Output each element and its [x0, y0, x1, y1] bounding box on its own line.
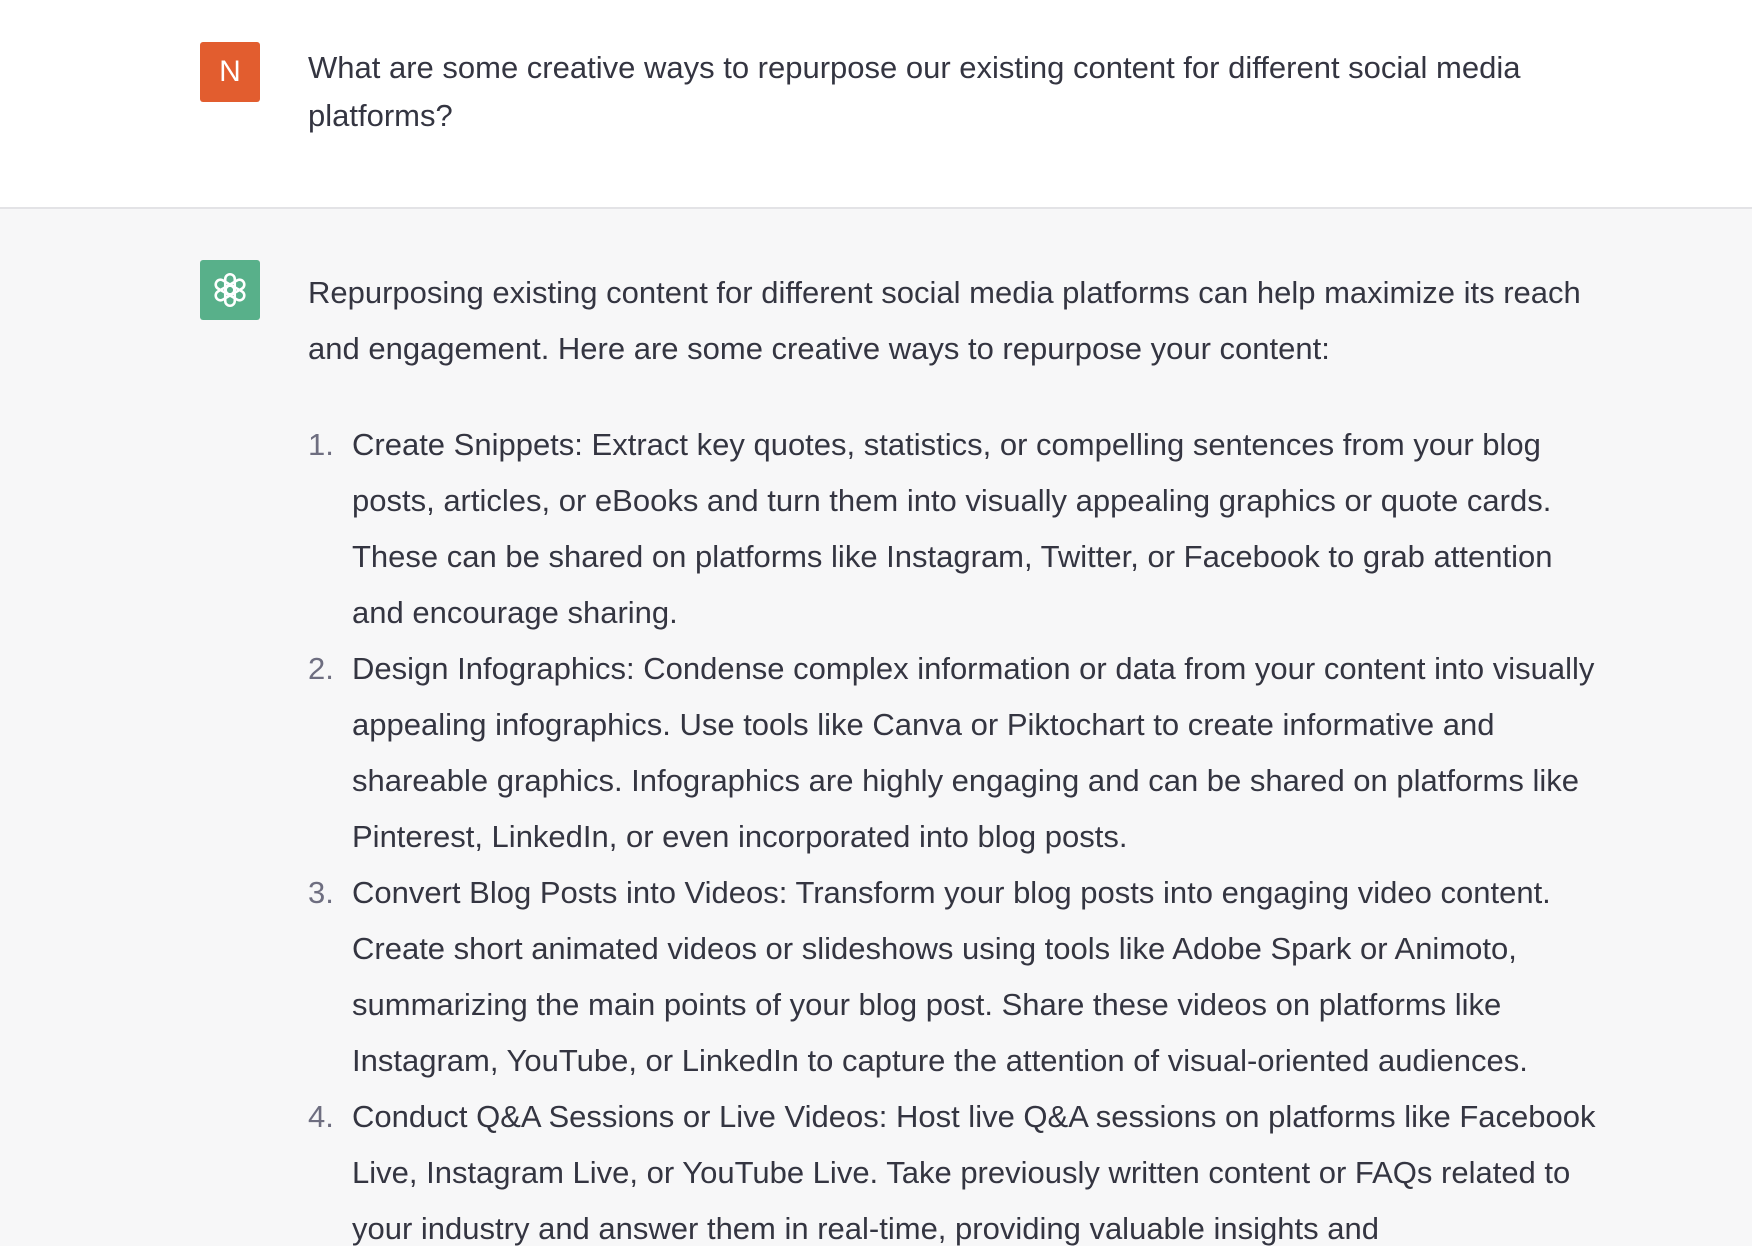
user-avatar-letter: N [219, 55, 241, 88]
assistant-message-body [308, 265, 1608, 1246]
assistant-message [0, 209, 1752, 1246]
user-message [0, 0, 1752, 209]
list-item-text: Conduct Q&A Sessions or Live Videos: Host live Q&A sessions on platforms like Facebook Live, Instagram Live, or YouTube Live. Take previously written content or FAQs related to your industry and answer them in real-time, providing valuable insights and [352, 1099, 1596, 1246]
list-item-text: Convert Blog Posts into Videos: Transform your blog posts into engaging video content. Create short animated videos or slideshows using tools like Adobe Spark or Animoto, summarizing the main points of your blog post. Share these videos on platforms like Instagram, YouTube, or LinkedIn to capture the attention of visual-oriented audiences. [352, 875, 1551, 1078]
list-item [308, 417, 1608, 641]
list-item-text: Create Snippets: Extract key quotes, statistics, or compelling sentences from your blog posts, articles, or eBooks and turn them into visually appealing graphics or quote cards. These can be shared on platforms like Instagram, Twitter, or Facebook to grab attention and encourage sharing. [352, 427, 1553, 630]
suggestions-list [308, 417, 1608, 1246]
list-item-text: Design Infographics: Condense complex information or data from your content into visually appealing infographics. Use tools like Canva or Piktochart to create informative and shareable graphics. Infographics are highly engaging and can be shared on platforms like Pinterest, LinkedIn, or even incorporated into blog posts. [352, 651, 1595, 854]
openai-logo-icon [200, 260, 260, 320]
user-message-text: What are some creative ways to repurpose our existing content for different social media platforms? [308, 50, 1521, 133]
user-avatar [200, 42, 260, 102]
assistant-intro-text: Repurposing existing content for different social media platforms can help maximize its reach and engagement. Here are some creative ways to repurpose your content: [308, 275, 1581, 366]
list-item-number: 1. [308, 427, 334, 462]
list-item-number: 3. [308, 875, 334, 910]
list-item-number: 4. [308, 1099, 334, 1134]
list-item-number: 2. [308, 651, 334, 686]
list-item [308, 865, 1608, 1089]
list-item [308, 1089, 1608, 1246]
list-item [308, 641, 1608, 865]
